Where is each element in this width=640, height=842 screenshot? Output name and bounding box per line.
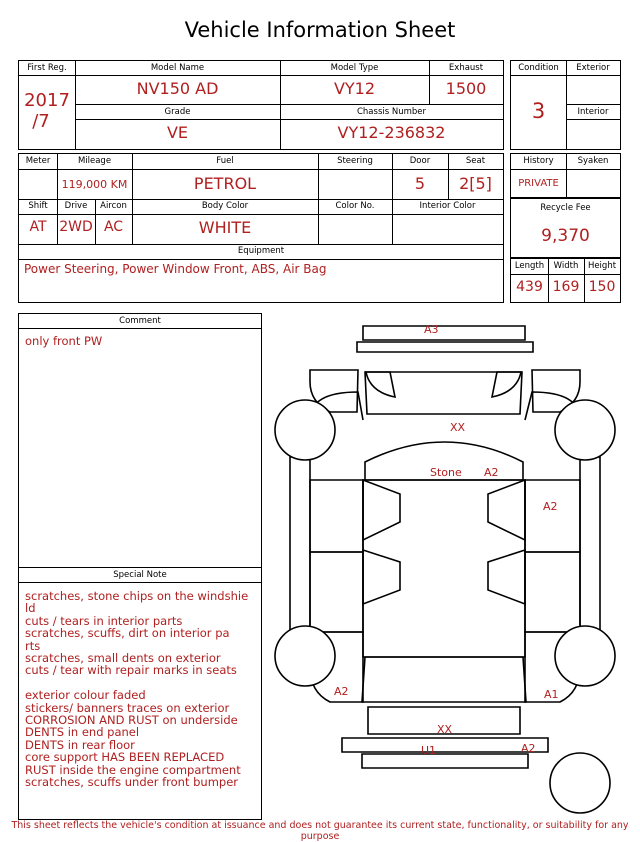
- model-name-value: NV150 AD: [136, 79, 219, 98]
- right-rear-window: [488, 550, 525, 604]
- damage-mark-a3: A3: [424, 323, 439, 336]
- special-note-item: stickers/ banners traces on exterior: [25, 700, 230, 715]
- condition-label: Condition: [518, 63, 559, 73]
- damage-mark-stone: Stone: [430, 466, 462, 479]
- door-label: Door: [409, 156, 431, 166]
- hood: [365, 372, 522, 414]
- recycle-fee-label: Recycle Fee: [540, 203, 591, 213]
- first-reg-year: 2017: [24, 90, 70, 111]
- comment-box: [18, 313, 262, 820]
- vehicle-details-box: [18, 153, 504, 303]
- special-note-item: ld: [25, 601, 36, 616]
- drive-value: 2WD: [59, 219, 93, 235]
- grade-value: VE: [166, 123, 189, 142]
- wheel-rear-right: [555, 626, 615, 686]
- special-note-item: scratches, stone chips on the windshie: [25, 589, 249, 603]
- special-note-item: scratches, scuffs, dirt on interior pa: [25, 626, 230, 641]
- special-note-label: Special Note: [113, 570, 167, 580]
- aircon-value: AC: [103, 219, 124, 235]
- steering-label: Steering: [337, 156, 373, 166]
- equipment-label: Equipment: [237, 246, 285, 256]
- model-type-value: VY12: [333, 79, 376, 98]
- special-note-item: cuts / tear with repair marks in seats: [25, 663, 237, 678]
- height-value: 150: [588, 279, 616, 295]
- special-note-item: CORROSION AND RUST on underside: [25, 713, 238, 728]
- special-note-item: DENTS in end panel: [25, 725, 140, 740]
- syaken-label: Syaken: [577, 156, 609, 166]
- left-front-door: [310, 480, 363, 552]
- damage-mark-a2-right-door: A2: [543, 500, 558, 513]
- exhaust-label: Exhaust: [448, 63, 484, 73]
- color-no-label: Color No.: [335, 201, 375, 211]
- dimensions-box: [510, 258, 621, 303]
- special-note-item: DENTS in rear floor: [25, 737, 135, 752]
- special-notes-list: [25, 590, 255, 788]
- drive-label: Drive: [64, 201, 88, 211]
- damage-mark-a1-rear-right: A1: [544, 688, 559, 701]
- car-damage-diagram: [270, 322, 620, 820]
- front-bumper-lower: [357, 342, 533, 352]
- comment-text: only front PW: [25, 334, 103, 348]
- right-front-door: [525, 480, 580, 552]
- body-color-label: Body Color: [201, 201, 249, 211]
- aircon-label: Aircon: [100, 201, 127, 211]
- special-note-item: exterior colour faded: [25, 688, 146, 703]
- rear-gate: [362, 657, 526, 702]
- front-left-light: [366, 372, 395, 397]
- shift-value: AT: [29, 219, 47, 235]
- seat-label: Seat: [465, 156, 486, 166]
- comment-label: Comment: [119, 316, 161, 326]
- wheel-front-right: [555, 400, 615, 460]
- mileage-value: 119,000 KM: [61, 178, 128, 191]
- spare-tire: [550, 753, 610, 813]
- right-rear-door: [525, 552, 580, 632]
- length-value: 439: [516, 279, 543, 295]
- wheel-front-left: [275, 400, 335, 460]
- width-value: 169: [552, 279, 580, 295]
- grade-label: Grade: [164, 107, 191, 117]
- door-value: 5: [414, 174, 426, 193]
- condition-box: [510, 60, 621, 150]
- model-name-label: Model Name: [150, 63, 205, 73]
- left-rear-window: [363, 550, 400, 604]
- history-value: PRIVATE: [518, 178, 559, 189]
- height-label: Height: [587, 261, 617, 271]
- shift-label: Shift: [28, 201, 48, 211]
- damage-mark-xx-bottom: XX: [437, 723, 453, 736]
- exterior-label: Exterior: [576, 63, 610, 73]
- width-label: Width: [553, 261, 579, 271]
- fuel-label: Fuel: [216, 156, 234, 166]
- front-bumper: [363, 326, 525, 340]
- damage-mark-a2-rear-left: A2: [334, 685, 349, 698]
- fuel-value: PETROL: [193, 174, 257, 193]
- length-label: Length: [514, 261, 545, 271]
- left-rear-door: [310, 552, 363, 632]
- equipment-value: Power Steering, Power Window Front, ABS, Air Bag: [24, 262, 327, 276]
- interior-label: Interior: [577, 107, 609, 117]
- mileage-label: Mileage: [77, 156, 112, 166]
- history-box: [510, 153, 621, 198]
- first-reg-label: First Reg.: [27, 63, 67, 73]
- exhaust-value: 1500: [445, 79, 487, 98]
- rear-bumper: [342, 738, 548, 752]
- condition-value: 3: [531, 99, 546, 123]
- recycle-fee-box: [510, 198, 621, 258]
- rear-bumper-lower: [362, 754, 528, 768]
- first-reg-month: /7: [32, 111, 50, 132]
- damage-mark-xx-top: XX: [450, 421, 466, 434]
- special-note-item: scratches, scuffs under front bumper: [25, 775, 239, 790]
- roof: [363, 480, 525, 657]
- chassis-value: VY12-236832: [337, 123, 446, 142]
- model-type-label: Model Type: [330, 63, 379, 73]
- damage-mark-a2-windshield: A2: [484, 466, 499, 479]
- interior-color-label: Interior Color: [419, 201, 476, 211]
- right-side-body: [580, 457, 600, 652]
- special-note-item: scratches, small dents on exterior: [25, 651, 221, 666]
- wheel-rear-left: [275, 626, 335, 686]
- meter-label: Meter: [25, 156, 51, 166]
- disclaimer-footer: This sheet reflects the vehicle's condition at issuance and does not guarantee its current state, functionality, or suitability for any purpose: [11, 820, 629, 842]
- special-note-item: cuts / tears in interior parts: [25, 613, 183, 628]
- seat-value: 2[5]: [459, 174, 492, 193]
- front-right-light: [492, 372, 521, 397]
- recycle-fee-value: 9,370: [541, 226, 590, 246]
- special-note-item: rts: [25, 638, 41, 653]
- special-note-item: RUST inside the engine compartment: [25, 762, 241, 777]
- damage-mark-a2-bumper: A2: [521, 742, 536, 755]
- damage-mark-u1: U1: [421, 744, 437, 757]
- history-label: History: [523, 156, 554, 166]
- chassis-label: Chassis Number: [356, 107, 427, 117]
- right-front-window: [488, 480, 525, 540]
- special-note-item: core support HAS BEEN REPLACED: [25, 750, 225, 765]
- left-front-window: [363, 480, 400, 540]
- left-side-body: [290, 457, 310, 652]
- page-title: Vehicle Information Sheet: [184, 18, 456, 42]
- body-color-value: WHITE: [198, 218, 252, 237]
- vehicle-main-box: [18, 60, 504, 150]
